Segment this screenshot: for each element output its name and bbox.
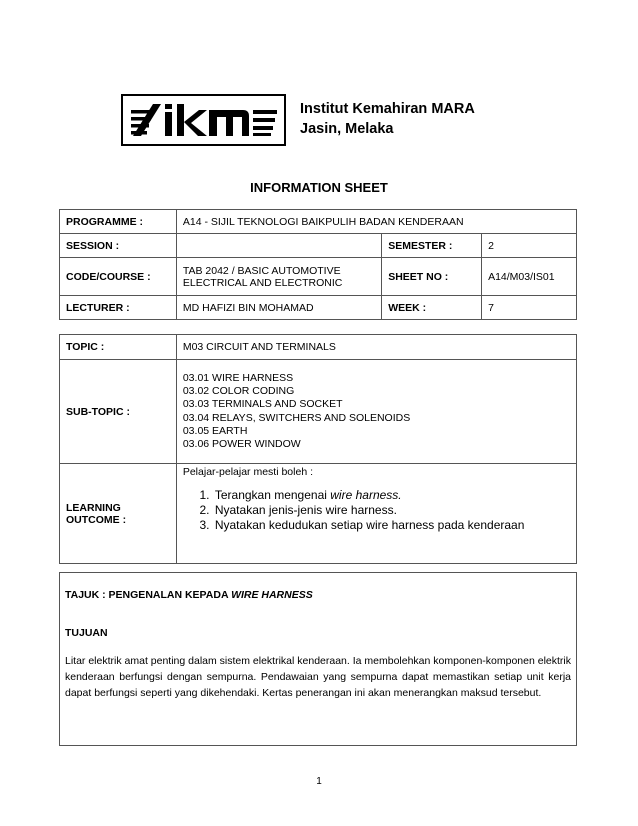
- lo-item-1-text: Terangkan mengenai: [214, 488, 331, 502]
- topic-table: [59, 334, 577, 564]
- lo-item-1-italic: wire harness.: [330, 488, 402, 502]
- lecturer-value: MD HAFIZI BIN MOHAMAD: [176, 296, 381, 320]
- code-value-line-2: ELECTRICAL AND ELECTRONIC: [182, 276, 343, 289]
- subtopic-item: 03.04 RELAYS, SWITCHERS AND SOLENOIDS: [182, 411, 411, 424]
- info-table: [59, 209, 577, 320]
- code-row: [60, 258, 577, 296]
- topic-value: M03 CIRCUIT AND TERMINALS: [176, 335, 576, 360]
- institute-line-2: Jasin, Melaka: [300, 121, 394, 137]
- subtopic-item: 03.02 COLOR CODING: [182, 384, 295, 397]
- semester-value: 2: [482, 234, 577, 258]
- session-value: [176, 234, 381, 258]
- topic-label: TOPIC :: [60, 335, 177, 360]
- lo-list: [183, 488, 570, 533]
- tajuk-heading: [65, 589, 313, 601]
- subtopic-row: [60, 360, 577, 464]
- sheet-title: INFORMATION SHEET: [250, 180, 388, 195]
- institute-name: [300, 99, 475, 139]
- lecturer-label: LECTURER :: [60, 296, 177, 320]
- programme-label: PROGRAMME :: [60, 210, 177, 234]
- subtopic-item: 03.06 POWER WINDOW: [182, 438, 301, 451]
- lo-item-3: 3. Nyatakan kedudukan setiap wire harness pada kenderaan: [213, 518, 570, 533]
- lo-item-2: 2. Nyatakan jenis-jenis wire harness.: [213, 503, 570, 518]
- subtopic-list: [176, 360, 576, 464]
- code-value: [176, 258, 381, 296]
- programme-row: [60, 210, 577, 234]
- content-box: [59, 572, 577, 746]
- lo-label-line-2: OUTCOME :: [66, 513, 127, 526]
- subtopic-item: 03.03 TERMINALS AND SOCKET: [182, 398, 343, 411]
- institute-line-1: Institut Kemahiran MARA: [300, 101, 475, 117]
- week-label: WEEK :: [382, 296, 482, 320]
- semester-label: SEMESTER :: [382, 234, 482, 258]
- session-label: SESSION :: [60, 234, 177, 258]
- programme-value: A14 - SIJIL TEKNOLOGI BAIKPULIH BADAN KENDERAAN: [176, 210, 576, 234]
- ikm-logo: [121, 94, 286, 146]
- subtopic-label: SUB-TOPIC :: [60, 360, 177, 464]
- topic-row: [60, 335, 577, 360]
- sheet-no-label: SHEET NO :: [382, 258, 482, 296]
- lo-label-line-1: LEARNING: [66, 501, 121, 514]
- subtopic-item: 03.01 WIRE HARNESS: [182, 371, 294, 384]
- lecturer-row: [60, 296, 577, 320]
- lo-intro: Pelajar-pelajar mesti boleh :: [182, 466, 313, 478]
- code-label: CODE/COURSE :: [60, 258, 177, 296]
- tujuan-paragraph: Litar elektrik amat penting dalam sistem elektrikal kenderaan. Ia membolehkan komponen-komponen elektrik kenderaan berfungsi dengan sempurna. Pendawaian yang sempurna dapat memastikan setiap unit kerja dapat berfungsi seperti yang dikehendaki. Kertas penerangan ini akan menerangkan maksud tersebut.: [65, 655, 572, 699]
- page-number: 1: [316, 776, 322, 787]
- tujuan-heading: TUJUAN: [65, 627, 108, 639]
- sheet-no-value: A14/M03/IS01: [482, 258, 577, 296]
- tajuk-italic: WIRE HARNESS: [231, 589, 313, 601]
- learning-outcome-label: [60, 464, 177, 564]
- lo-item-1: [213, 488, 570, 503]
- tajuk-prefix: TAJUK : PENGENALAN KEPADA: [65, 589, 232, 601]
- session-row: [60, 234, 577, 258]
- week-value: 7: [482, 296, 577, 320]
- learning-outcome-content: [176, 464, 576, 564]
- learning-outcome-row: [60, 464, 577, 564]
- subtopic-item: 03.05 EARTH: [182, 424, 248, 437]
- code-value-line-1: TAB 2042 / BASIC AUTOMOTIVE: [182, 264, 341, 277]
- ikm-logo-graphic: [123, 96, 284, 144]
